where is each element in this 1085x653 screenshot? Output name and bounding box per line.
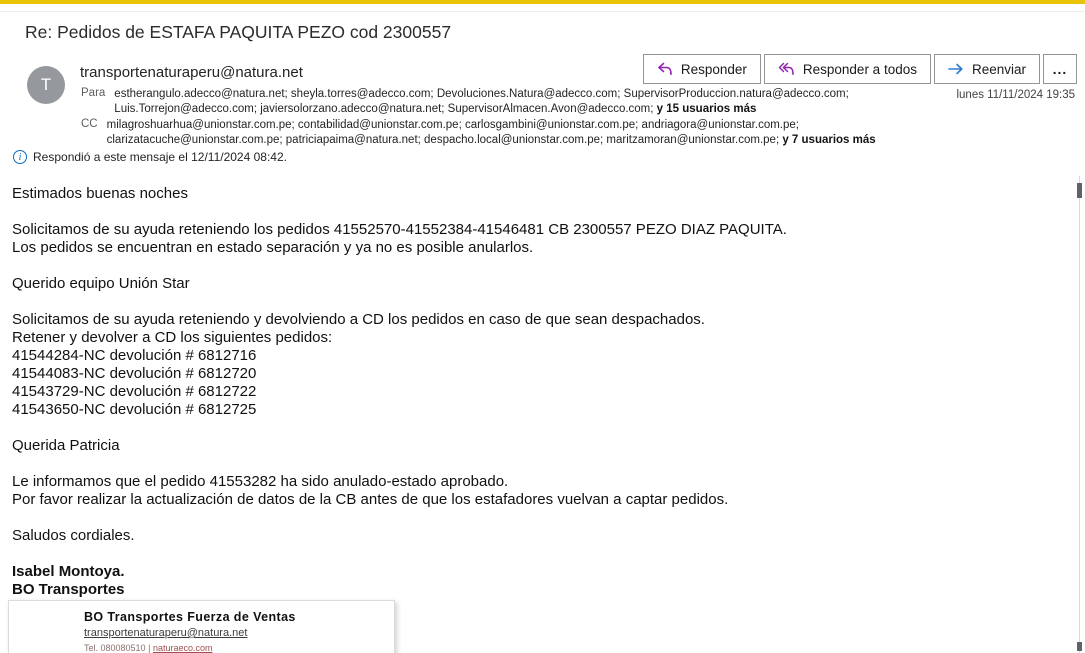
body-line: Saludos cordiales. — [12, 527, 135, 544]
body-line: Isabel Montoya. — [12, 563, 125, 580]
email-body — [12, 185, 1022, 599]
body-line: Solicitamos de su ayuda reteniendo los pedidos 41552570-41552384-41546481 CB 2300557 PEZO DIAZ PAQUITA. — [12, 221, 787, 238]
reply-button-label: Responder — [680, 61, 747, 77]
more-options-button[interactable] — [1043, 54, 1077, 84]
to-more-recipients[interactable]: y 15 usuarios más — [656, 103, 757, 115]
forward-button-label: Reenviar — [971, 61, 1026, 77]
body-line: Por favor realizar la actualización de datos de la CB antes de que los estafadores vuelvan a captar pedidos. — [12, 491, 729, 508]
reply-button[interactable] — [643, 54, 761, 84]
signature-divider: | — [148, 643, 151, 653]
to-label: Para — [81, 87, 106, 99]
body-line: 41543650-NC devolución # 6812725 — [12, 401, 257, 418]
body-line: Querida Patricia — [12, 437, 120, 454]
body-line: Los pedidos se encuentran en estado separación y ya no es posible anularlos. — [12, 239, 534, 256]
message-date: lunes 11/11/2024 19:35 — [956, 89, 1075, 101]
body-line: Querido equipo Unión Star — [12, 275, 190, 292]
more-options-icon: ... — [1052, 61, 1068, 77]
vertical-scrollbar-thumb[interactable] — [1077, 183, 1082, 198]
replied-notice[interactable] — [13, 150, 287, 164]
body-line: Le informamos que el pedido 41553282 ha sido anulado-estado aprobado. — [12, 473, 509, 490]
reply-all-button-label: Responder a todos — [802, 61, 917, 77]
forward-button[interactable] — [934, 54, 1040, 84]
message-action-bar — [643, 54, 1077, 84]
window-top-accent — [0, 0, 1085, 4]
cc-recipients-line2[interactable] — [107, 133, 876, 148]
body-line — [12, 257, 1022, 275]
reply-all-button[interactable] — [764, 54, 931, 84]
signature-phone: Tel. 080080510 — [84, 643, 146, 653]
cc-recipients-row — [81, 118, 876, 148]
body-line — [12, 455, 1022, 473]
replied-notice-text: Respondió a este mensaje el 12/11/2024 08:42. — [33, 150, 287, 164]
signature-website-link[interactable]: naturaeco.com — [152, 643, 213, 653]
to-recipients-line2[interactable] — [114, 102, 849, 117]
email-subject: Re: Pedidos de ESTAFA PAQUITA PEZO cod 2300557 — [25, 22, 452, 42]
signature-email-link[interactable]: transportenaturaperu@natura.net — [84, 627, 248, 639]
vertical-scrollbar-track[interactable] — [1079, 176, 1080, 653]
body-line: Solicitamos de su ayuda reteniendo y devolviendo a CD los pedidos en caso de que sean despachados. — [12, 311, 705, 328]
signature-company: BO Transportes Fuerza de Ventas — [84, 610, 296, 624]
reply-arrow-icon — [657, 62, 673, 76]
info-circle-icon: i — [13, 150, 27, 164]
to-recipients-line1[interactable]: estherangulo.adecco@natura.net; sheyla.torres@adecco.com; Devoluciones.Natura@adecco.com; SupervisorProduccion.natura@adecco.com; — [114, 88, 849, 100]
body-line: Retener y devolver a CD los siguientes pedidos: — [12, 329, 333, 346]
body-line — [12, 509, 1022, 527]
to-recipients-line2-text: Luis.Torrejon@adecco.com; javiersolorzano.adecco@natura.net; SupervisorAlmacen.Avon@adecco.com; — [114, 103, 654, 115]
reply-all-arrow-icon — [778, 62, 795, 76]
scrollbar-bottom-segment[interactable] — [1077, 642, 1082, 651]
cc-recipients-line2-text: clarizatacuche@unionstar.com.pe; patriciapaima@natura.net; despacho.local@unionstar.com.pe; maritzamoran@unionstar.com.pe; — [106, 134, 780, 146]
body-line — [12, 545, 1022, 563]
sender-avatar[interactable] — [27, 66, 65, 104]
cc-recipients-line1[interactable]: milagroshuarhua@unionstar.com.pe; contabilidad@unionstar.com.pe; carlosgambini@unionstar.com.pe; andriagora@unionstar.com.pe; — [106, 119, 799, 131]
body-line: 41544284-NC devolución # 6812716 — [12, 347, 257, 364]
to-recipients-row — [81, 87, 849, 117]
sender-email[interactable]: transportenaturaperu@natura.net — [80, 64, 303, 81]
sender-avatar-initial: T — [40, 75, 52, 94]
body-line: 41544083-NC devolución # 6812720 — [12, 365, 257, 382]
cc-more-recipients[interactable]: y 7 usuarios más — [782, 134, 876, 146]
forward-arrow-icon — [948, 63, 964, 75]
body-line: BO Transportes — [12, 581, 125, 598]
body-line: 41543729-NC devolución # 6812722 — [12, 383, 257, 400]
cc-label: CC — [81, 118, 98, 130]
body-line — [12, 419, 1022, 437]
body-line — [12, 293, 1022, 311]
signature-contact-line — [84, 643, 394, 653]
body-line: Estimados buenas noches — [12, 185, 188, 202]
body-line — [12, 203, 1022, 221]
signature-card — [8, 600, 395, 653]
header-divider — [0, 11, 1085, 12]
